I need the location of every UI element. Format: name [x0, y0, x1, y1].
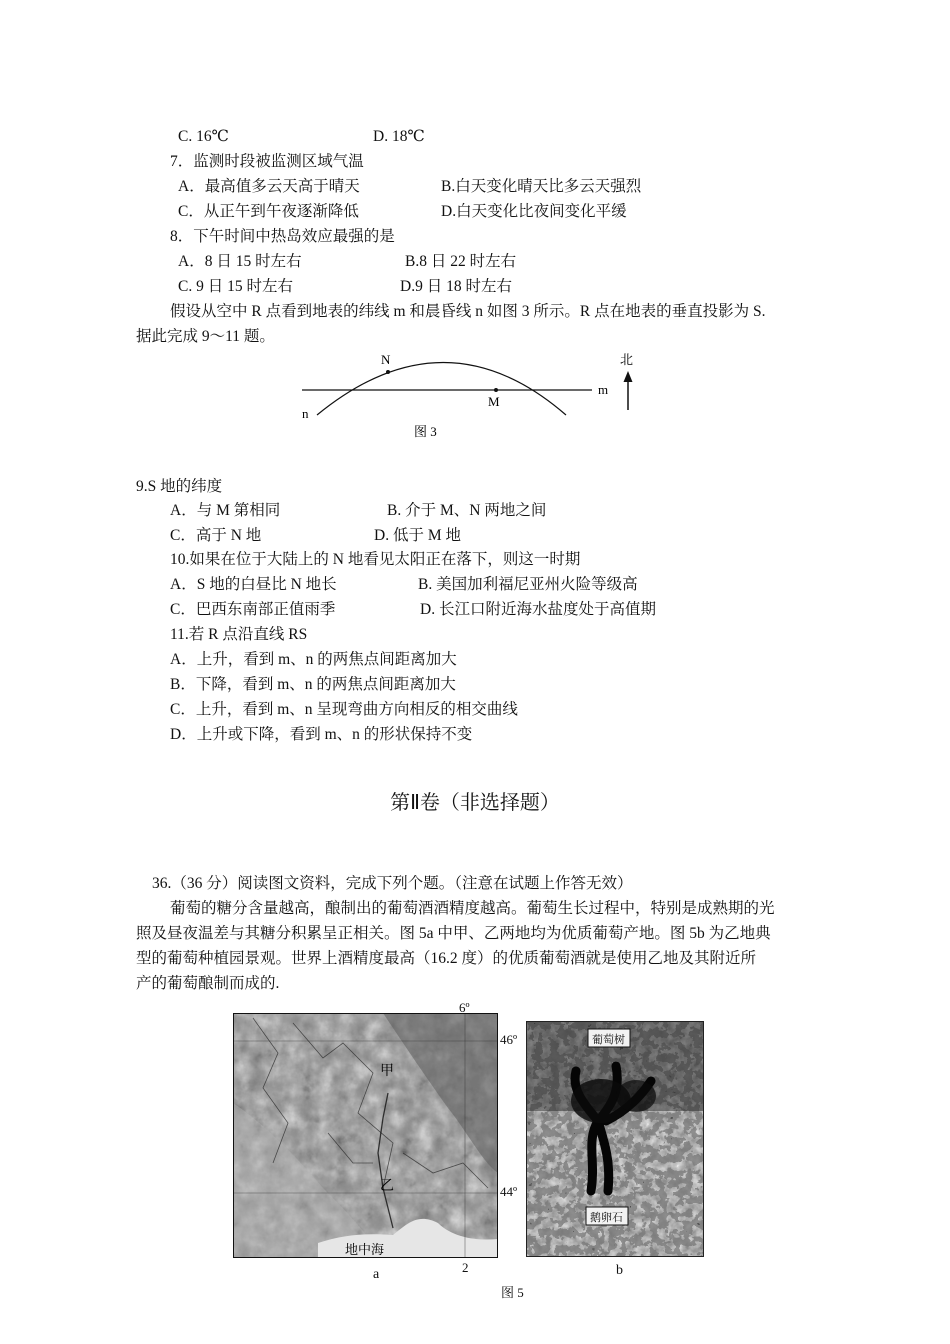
q6-option-c: C. 16℃ — [178, 128, 229, 145]
q10-option-a: A．S 地的白昼比 N 地长 — [170, 576, 337, 593]
north-arrow-icon — [624, 371, 633, 382]
map-longitude-bottom: 2 — [462, 1260, 469, 1275]
q11-option-a: A．上升，看到 m、n 的两焦点间距离加大 — [170, 651, 457, 668]
section-title: 第Ⅱ卷（非选择题） — [390, 790, 560, 814]
q7-option-d: D.白天变化比夜间变化平缓 — [441, 203, 627, 220]
map-latitude-44: 44º — [500, 1184, 518, 1199]
q11-stem: 11.若 R 点沿直线 RS — [170, 626, 308, 643]
q36-paragraph-line2: 照及昼夜温差与其糖分积累呈正相关。图 5a 中甲、乙两地均为优质葡萄产地。图 5b 为乙地典 — [136, 925, 771, 942]
q8-option-b: B.8 日 22 时左右 — [405, 253, 517, 270]
intro-9-11-line2: 据此完成 9～11 题。 — [136, 328, 275, 345]
q10-stem: 10.如果在位于大陆上的 N 地看见太阳正在落下，则这一时期 — [170, 551, 581, 568]
q9-option-c: C．高于 N 地 — [170, 527, 262, 544]
q11-option-d: D．上升或下降，看到 m、n 的形状保持不变 — [170, 726, 473, 743]
q11-option-b: B．下降，看到 m、n 的两焦点间距离加大 — [170, 676, 456, 693]
q8-stem: 8．下午时间中热岛效应最强的是 — [170, 228, 395, 245]
fig3-label-north: 北 — [620, 353, 634, 368]
q7-option-a: A．最高值多云天高于晴天 — [178, 178, 360, 195]
map-label-jia: 甲 — [380, 1063, 394, 1079]
photo-label-vine: 葡萄树 — [592, 1033, 625, 1046]
figure-3 — [0, 0, 950, 450]
map-longitude-top: 6º — [459, 1000, 470, 1015]
map-latitude-46: 46º — [500, 1032, 518, 1047]
point-m-dot — [494, 388, 498, 392]
point-n-dot — [386, 370, 390, 374]
q10-option-b: B. 美国加利福尼亚州火险等级高 — [418, 576, 638, 593]
q9-option-a: A．与 M 第相同 — [170, 502, 281, 519]
q11-option-c: C．上升，看到 m、n 呈现弯曲方向相反的相交曲线 — [170, 701, 518, 718]
q8-option-d: D.9 日 18 时左右 — [400, 278, 512, 295]
q36-paragraph-line4: 产的葡萄酿制而成的. — [136, 975, 280, 992]
q9-option-b: B. 介于 M、N 两地之间 — [387, 502, 547, 519]
q7-option-c: C．从正午到午夜逐渐降低 — [178, 203, 359, 220]
q9-option-d: D. 低于 M 地 — [374, 527, 461, 544]
fig3-caption: 图 3 — [414, 424, 437, 439]
intro-9-11-line1: 假设从空中 R 点看到地表的纬线 m 和晨昏线 n 如图 3 所示。R 点在地表的垂直投影为 S. — [170, 303, 766, 320]
fig5-sub-b: b — [616, 1263, 623, 1278]
terminator-line-n — [317, 363, 566, 416]
q36-stem: 36.（36 分）阅读图文资料，完成下列个题。（注意在试题上作答无效） — [152, 875, 633, 892]
map-label-sea: 地中海 — [345, 1243, 385, 1258]
q8-option-a: A．8 日 15 时左右 — [178, 253, 302, 270]
fig3-label-n: n — [302, 406, 309, 421]
q10-option-c: C．巴西东南部正值雨季 — [170, 601, 336, 618]
fig3-label-M: M — [488, 394, 500, 409]
q10-option-d: D. 长江口附近海水盐度处于高值期 — [420, 601, 656, 618]
photo-label-stone: 鹅卵石 — [590, 1211, 623, 1224]
q6-option-d: D. 18℃ — [373, 128, 425, 145]
q7-option-b: B.白天变化晴天比多云天强烈 — [441, 178, 642, 195]
fig5-caption: 图 5 — [501, 1285, 524, 1300]
fig3-label-N: N — [381, 352, 391, 367]
fig3-label-m: m — [598, 382, 609, 397]
fig5-sub-a: a — [373, 1267, 380, 1282]
figure-5b-photo — [526, 1021, 704, 1257]
map-label-yi: 乙 — [380, 1178, 394, 1194]
q8-option-c: C. 9 日 15 时左右 — [178, 278, 293, 295]
q7-stem: 7．监测时段被监测区域气温 — [170, 153, 364, 170]
q36-paragraph-line1: 葡萄的糖分含量越高，酿制出的葡萄酒酒精度越高。葡萄生长过程中，特别是成熟期的光 — [170, 900, 775, 917]
q9-stem: 9.S 地的纬度 — [136, 478, 223, 495]
figure-5a-map — [233, 1013, 498, 1258]
q36-paragraph-line3: 型的葡萄种植园景观。世界上酒精度最高（16.2 度）的优质葡萄酒就是使用乙地及其附近所 — [136, 950, 757, 967]
